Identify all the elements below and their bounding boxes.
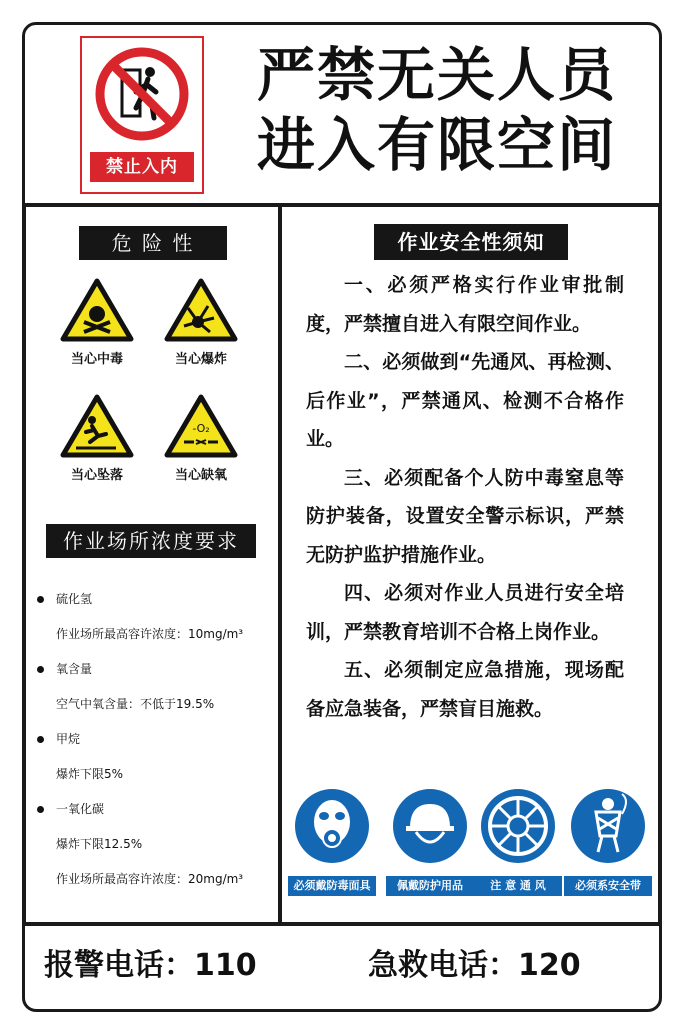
left-inner-border xyxy=(22,205,26,924)
notice-paragraph: 五、必须制定应急措施，现场配备应急装备，严禁盲目施救。 xyxy=(306,659,624,720)
list-item-detail: 作业场所最高容许浓度：20mg/m³ xyxy=(56,872,244,886)
notice-paragraph: 三、必须配备个人防中毒窒息等防护装备，设置安全警示标识，严禁无防护监护措施作业。 xyxy=(306,466,624,566)
hazard-fall xyxy=(52,394,142,483)
column-divider xyxy=(278,205,282,924)
svg-text:-O₂: -O₂ xyxy=(192,422,210,435)
sign-label: 必须系安全带 xyxy=(564,876,652,896)
sign-gas-mask xyxy=(288,788,376,896)
list-item: 硫化氢 xyxy=(34,582,274,617)
concentration-list xyxy=(34,582,274,897)
gas-mask-icon xyxy=(294,788,370,864)
header-divider xyxy=(22,203,662,207)
list-item-detail: 爆炸下限12.5% xyxy=(56,837,143,851)
explosion-icon xyxy=(164,278,238,342)
helmet-icon xyxy=(392,788,468,864)
sign-helmet xyxy=(386,788,474,896)
hazard-label: 当心缺氧 xyxy=(174,468,227,483)
fall-icon xyxy=(60,394,134,458)
sign-ventilation xyxy=(474,788,562,896)
sign-safety-harness xyxy=(564,788,652,896)
poison-icon xyxy=(60,278,134,342)
page-title xyxy=(232,40,642,180)
notice-paragraph: 一、必须严格实行作业审批制度，严禁擅自进入有限空间作业。 xyxy=(306,274,624,335)
no-entry-sign xyxy=(80,36,204,194)
rescue-phone: 急救电话：120 xyxy=(368,948,581,983)
notice-text xyxy=(306,266,624,728)
notice-paragraph: 二、必须做到“先通风、再检测、后作业”，严禁通风、检测不合格作业。 xyxy=(306,351,624,450)
list-item: 氧含量 xyxy=(34,652,274,687)
sign-label: 注 意 通 风 xyxy=(474,876,562,896)
right-inner-border xyxy=(658,205,662,924)
list-item-detail: 爆炸下限5% xyxy=(56,767,124,781)
list-item-detail: 作业场所最高容许浓度：10mg/m³ xyxy=(56,627,244,641)
hazard-label: 当心坠落 xyxy=(70,468,123,483)
hazard-explosion xyxy=(156,278,246,367)
notice-paragraph: 四、必须对作业人员进行安全培训，严禁教育培训不合格上岗作业。 xyxy=(306,582,624,643)
footer-divider xyxy=(22,922,662,926)
title-line-1: 严禁无关人员 xyxy=(256,41,617,109)
sign-label: 佩戴防护用品 xyxy=(386,876,474,896)
no-entry-label: 禁止入内 xyxy=(90,152,194,182)
concentration-heading: 作业场所浓度要求 xyxy=(46,524,256,558)
low-oxygen-icon xyxy=(164,394,238,458)
title-line-2: 进入有限空间 xyxy=(256,111,617,179)
hazards-heading: 危 险 性 xyxy=(79,226,227,260)
ventilation-fan-icon xyxy=(480,788,556,864)
no-entry-icon xyxy=(92,44,192,144)
list-item: 甲烷 xyxy=(34,722,274,757)
sign-label: 必须戴防毒面具 xyxy=(288,876,376,896)
list-item: 一氧化碳 xyxy=(34,792,274,827)
safety-harness-icon xyxy=(570,788,646,864)
hazard-poison xyxy=(52,278,142,367)
hazard-low-oxygen xyxy=(156,394,246,483)
notice-heading: 作业安全性须知 xyxy=(374,224,568,260)
alarm-phone: 报警电话：110 xyxy=(44,948,257,983)
list-item-detail: 空气中氧含量：不低于19.5% xyxy=(56,697,215,711)
hazard-label: 当心中毒 xyxy=(70,352,123,367)
hazard-label: 当心爆炸 xyxy=(174,352,227,367)
